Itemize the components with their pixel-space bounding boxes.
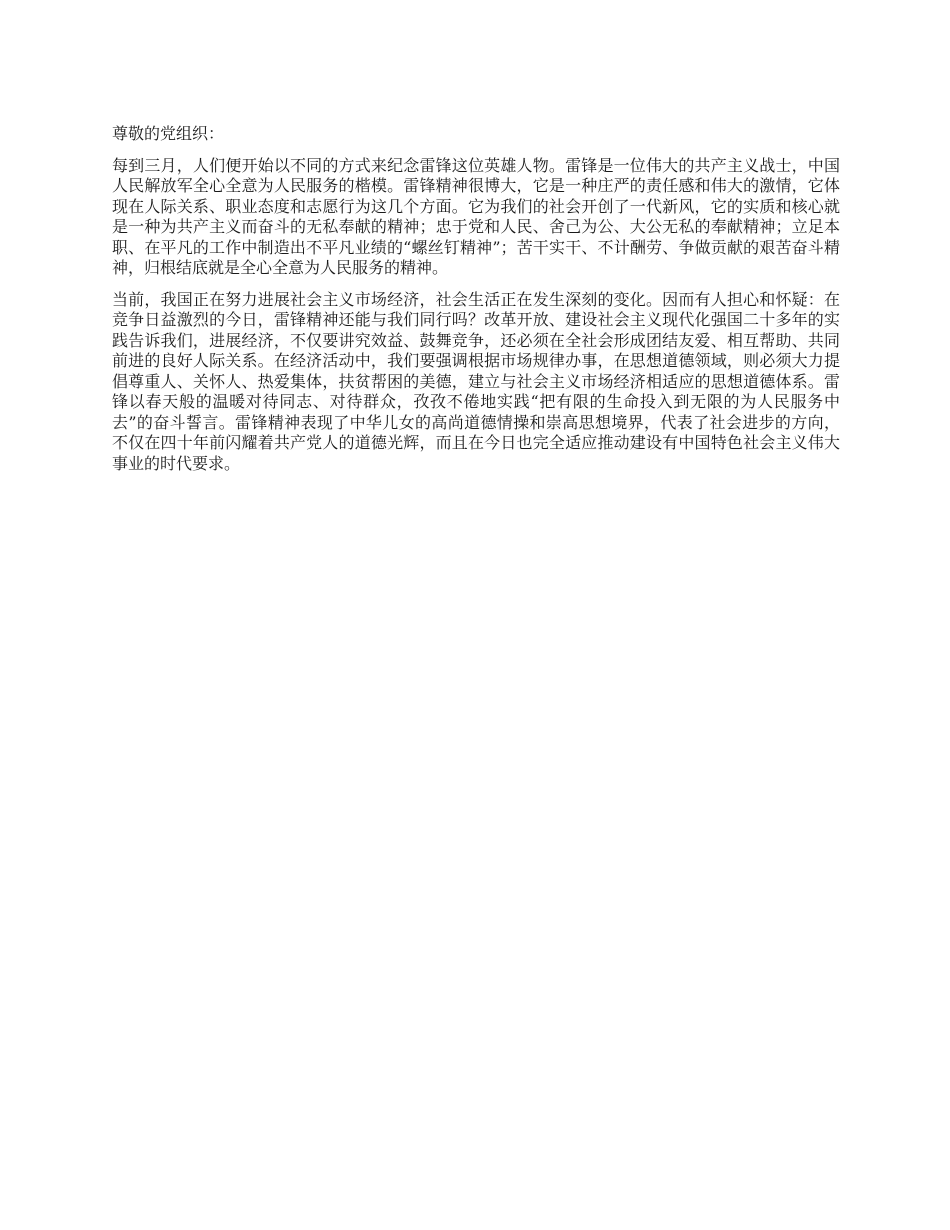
letter-paragraph-2: 当前，我国正在努力进展社会主义市场经济，社会生活正在发生深刻的变化。因而有人担心和怀疑：在竞争日益激烈的今日，雷锋精神还能与我们同行吗？改革开放、建设社会主义现代化强国二十多年的实践告诉我们，进展经济，不仅要讲究效益、鼓舞竞争，还必须在全社会形成团结友爱、相互帮助、共同前进的良好人际关系。在经济活动中，我们要强调根据市场规律办事，在思想道德领域，则必须大力提倡尊重人、关怀人、热爱集体，扶贫帮困的美德，建立与社会主义市场经济相适应的思想道德体系。雷锋以春天般的温暖对待同志、对待群众，孜孜不倦地实践“把有限的生命投入到无限的为人民服务中去”的奋斗誓言。雷锋精神表现了中华儿女的高尚道德情操和崇高思想境界，代表了社会进步的方向，不仅在四十年前闪耀着共产党人的道德光辉，而且在今日也完全适应推动建设有中国特色社会主义伟大事业的时代要求。 (112, 289, 840, 473)
letter-paragraph-1: 每到三月，人们便开始以不同的方式来纪念雷锋这位英雄人物。雷锋是一位伟大的共产主义战士，中国人民解放军全心全意为人民服务的楷模。雷锋精神很博大，它是一种庄严的责任感和伟大的激情，它体现在人际关系、职业态度和志愿行为这几个方面。它为我们的社会开创了一代新风，它的实质和核心就是一种为共产主义而奋斗的无私奉献的精神；忠于党和人民、舍己为公、大公无私的奉献精神；立足本职、在平凡的工作中制造出不平凡业绩的“螺丝钉精神”；苦干实干、不计酬劳、争做贡献的艰苦奋斗精神，归根结底就是全心全意为人民服务的精神。 (112, 155, 840, 277)
letter-body (112, 124, 840, 485)
letter-salutation: 尊敬的党组织： (112, 124, 225, 143)
